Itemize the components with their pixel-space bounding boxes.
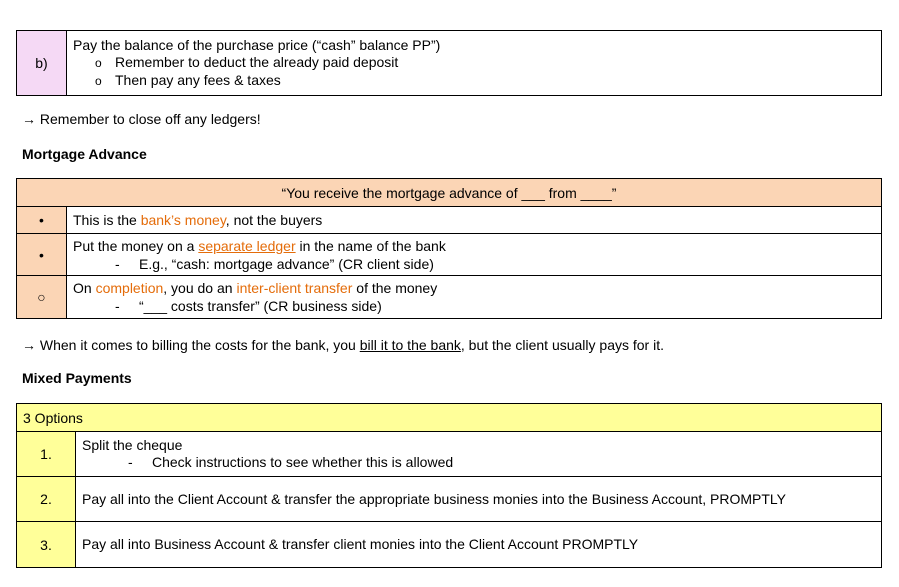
bullet-icon: o xyxy=(95,74,102,88)
mortgage-row-3 xyxy=(67,276,882,319)
row-marker: • xyxy=(17,234,67,276)
bullet-icon: o xyxy=(95,56,102,70)
dash-marker: - xyxy=(128,454,133,470)
dash-marker: - xyxy=(115,298,120,314)
note-text: → When it comes to billing the costs for the bank, you xyxy=(22,337,360,353)
row-subtext: E.g., “cash: mortgage advance” (CR client side) xyxy=(139,255,434,272)
mortgage-table xyxy=(16,178,882,319)
row-text: , not the buyers xyxy=(225,212,323,228)
step-b-content xyxy=(67,31,882,96)
mortgage-heading: Mortgage Advance xyxy=(22,146,147,162)
row-text: On xyxy=(73,280,96,296)
step-b-main: Pay the balance of the purchase price (“cash” balance PP”) xyxy=(73,37,441,53)
underlined-text: bill it to the bank xyxy=(359,337,461,353)
option-3: Pay all into Business Account & transfer client monies into the Client Account PROMPTLY xyxy=(76,522,882,568)
option-number: 1. xyxy=(17,432,76,477)
step-b-sub-1 xyxy=(73,54,881,72)
option-number: 3. xyxy=(17,522,76,568)
row-text: , you do an xyxy=(163,280,237,296)
row-text: of the money xyxy=(352,280,438,296)
mixed-payments-heading: Mixed Payments xyxy=(22,370,132,386)
highlight-text: separate ledger xyxy=(198,237,296,254)
mixed-payments-table xyxy=(16,403,882,568)
option-number: 2. xyxy=(17,477,76,522)
row-text: Put the money on a xyxy=(73,237,199,254)
step-b-sub-2-text: Then pay any fees & taxes xyxy=(115,72,281,88)
note-billing xyxy=(22,337,664,353)
step-b-label: b) xyxy=(17,31,67,96)
highlight-text: bank’s money xyxy=(140,212,226,228)
mortgage-row-2 xyxy=(67,234,882,276)
step-b-sub-2 xyxy=(73,72,881,90)
step-b-sub-1-text: Remember to deduct the already paid deposit xyxy=(115,54,399,70)
row-subtext: “___ costs transfer” (CR business side) xyxy=(139,298,382,314)
option-text: Split the cheque xyxy=(82,437,183,453)
highlight-text: completion xyxy=(95,280,164,296)
mortgage-row-1 xyxy=(67,207,882,234)
row-marker: ○ xyxy=(17,276,67,319)
option-1 xyxy=(76,432,882,477)
note-close-ledgers: → Remember to close off any ledgers! xyxy=(22,111,261,127)
option-2: Pay all into the Client Account & transfer the appropriate business monies into the Business Account, PROMPTLY xyxy=(76,477,882,522)
row-text: This is the xyxy=(73,212,141,228)
step-b-table xyxy=(16,30,882,96)
option-subtext: Check instructions to see whether this is allowed xyxy=(152,454,454,470)
highlight-text: inter-client transfer xyxy=(236,280,353,296)
row-marker: • xyxy=(17,207,67,234)
mixed-banner: 3 Options xyxy=(17,404,882,432)
row-text: in the name of the bank xyxy=(295,237,446,254)
note-text: , but the client usually pays for it. xyxy=(460,337,664,353)
dash-marker: - xyxy=(115,255,120,272)
mortgage-banner: “You receive the mortgage advance of ___ from ____” xyxy=(17,179,882,207)
